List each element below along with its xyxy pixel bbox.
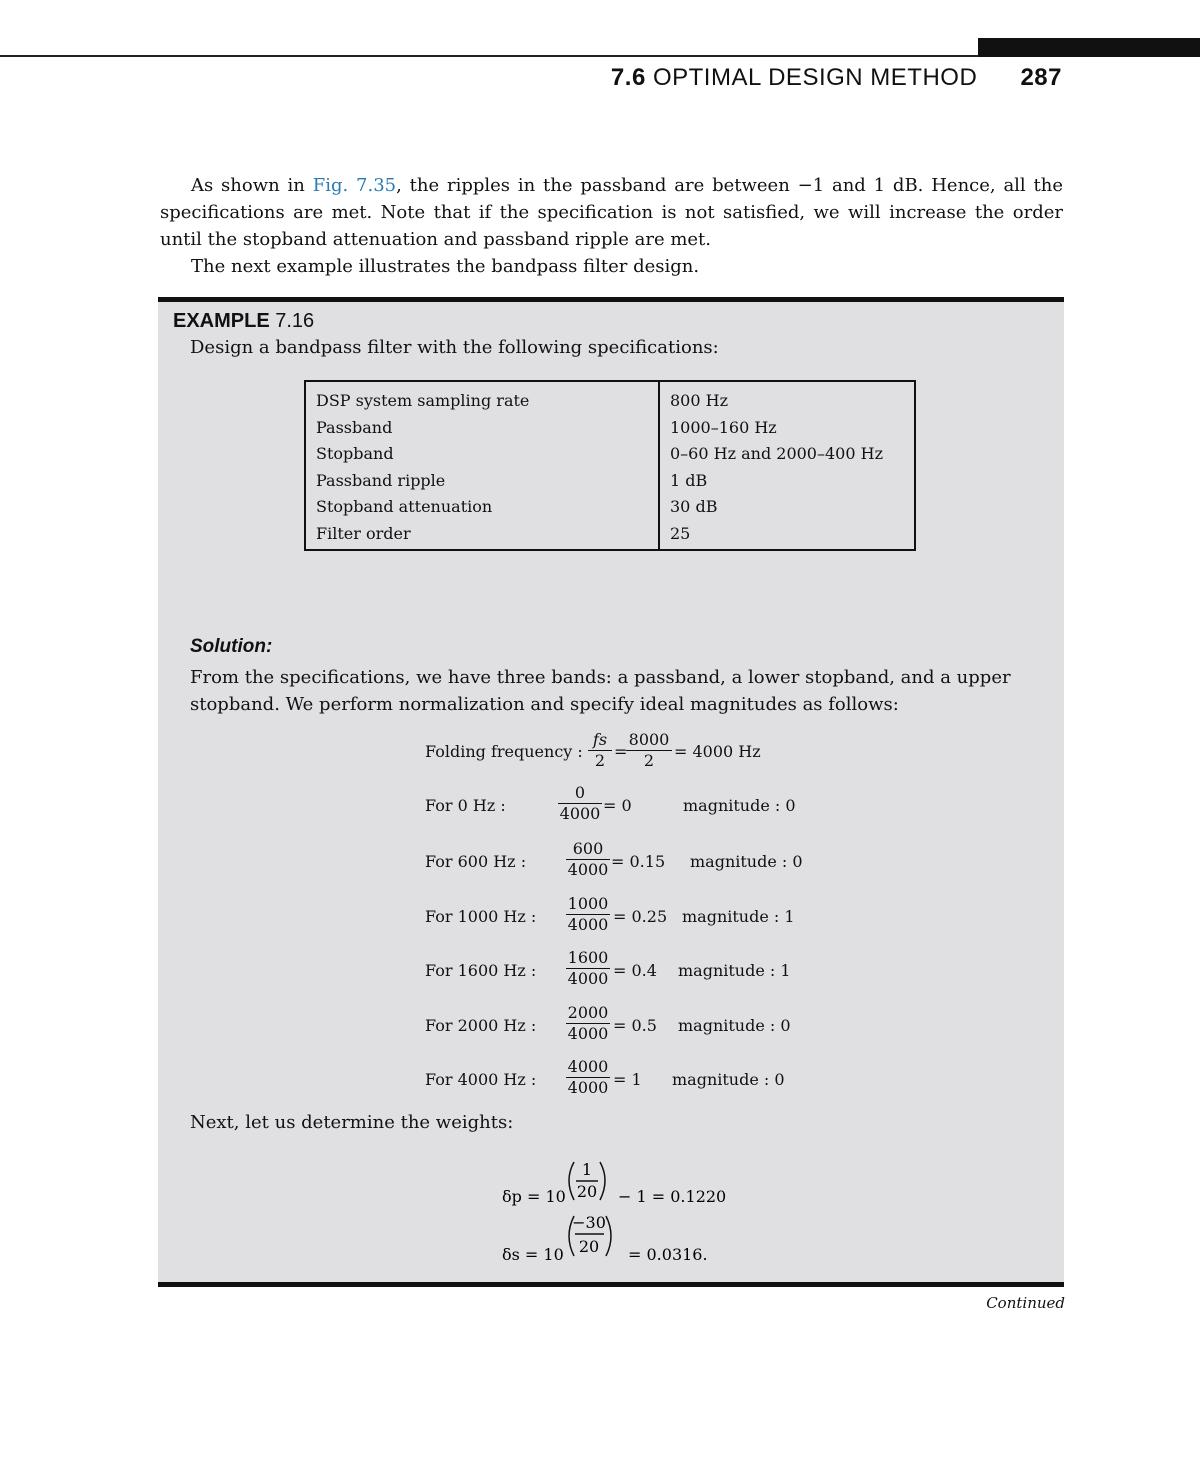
figure-link[interactable]: Fig. 7.35: [312, 175, 397, 196]
spec-parameter-column: [306, 382, 660, 549]
norm-result: = 0.25: [613, 907, 668, 926]
continued-label: Continued: [986, 1294, 1065, 1312]
spec-value-cell: 1 dB: [670, 470, 708, 490]
norm-numerator: 1000: [567, 894, 609, 913]
intro-p1-start: As shown in: [191, 175, 313, 196]
delta-s-rhs: = 0.0316.: [628, 1245, 708, 1264]
intro-p1-end: , the ripples in the passband are between −1 and 1 dB. Hence, all the specifications are met. Note that if the specification is not satisfied, we will increase the order until the stopband attenuation and passband ripple are met.: [160, 175, 1063, 250]
folding-frac-1-den: 2: [594, 751, 606, 770]
norm-fraction: [566, 895, 610, 934]
norm-numerator: 4000: [567, 1057, 609, 1076]
weights-equations: [490, 1148, 750, 1268]
paren-right: [606, 1216, 611, 1256]
intro-paragraph-1: [160, 172, 1063, 253]
spec-value-cell: 0–60 Hz and 2000–400 Hz: [670, 444, 883, 463]
intro-text: [160, 172, 1063, 280]
norm-magnitude: magnitude : 1: [678, 961, 791, 980]
header-bar: [978, 38, 1200, 57]
spec-param-cell: Filter order: [316, 523, 411, 543]
spec-table: [304, 380, 916, 551]
delta-s-lhs: δs = 10: [502, 1245, 564, 1264]
folding-frac-1-num: fs: [592, 730, 608, 749]
spec-value-cell: 1000–160 Hz: [670, 417, 777, 437]
section-title: OPTIMAL DESIGN METHOD: [652, 64, 978, 91]
norm-label: For 4000 Hz :: [425, 1070, 537, 1089]
norm-label: For 0 Hz :: [425, 796, 506, 815]
delta-s-exp-den: 20: [578, 1237, 600, 1256]
norm-denominator: 4000: [567, 969, 609, 988]
delta-p-exp-num: 1: [581, 1160, 593, 1179]
paren-left: [569, 1162, 574, 1200]
delta-p-lhs: δp = 10: [502, 1187, 566, 1206]
delta-p-equation: [502, 1160, 726, 1206]
norm-label: For 1000 Hz :: [425, 907, 537, 926]
norm-magnitude: magnitude : 1: [682, 907, 795, 926]
spec-param-cell: Passband ripple: [316, 470, 446, 490]
folding-frac-2-den: 2: [643, 751, 655, 770]
delta-s-exp-num: −30: [572, 1213, 606, 1232]
folding-result: = 4000 Hz: [674, 742, 761, 761]
example-intro: Design a bandpass filter with the following specifications:: [190, 337, 719, 358]
norm-numerator: 600: [572, 839, 604, 858]
intro-paragraph-2: The next example illustrates the bandpass filter design.: [191, 256, 700, 277]
norm-label: For 2000 Hz :: [425, 1016, 537, 1035]
spec-param-cell: Stopband: [316, 444, 394, 463]
norm-numerator: 1600: [567, 948, 609, 967]
norm-denominator: 4000: [567, 1078, 609, 1097]
folding-eq: =: [614, 742, 628, 761]
norm-fraction: [566, 1058, 610, 1097]
norm-result: = 0.5: [613, 1016, 657, 1035]
spec-value-cell: 25: [670, 523, 691, 543]
norm-fraction: [566, 949, 610, 988]
norm-numerator: 2000: [567, 1003, 609, 1022]
folding-frac-2: [626, 731, 672, 770]
norm-denominator: 4000: [567, 1024, 609, 1043]
spec-param-cell: DSP system sampling rate: [316, 391, 530, 410]
norm-denominator: 4000: [559, 804, 601, 823]
norm-magnitude: magnitude : 0: [690, 852, 803, 871]
section-number: 7.6: [610, 64, 646, 91]
spec-param-cell: Passband: [316, 417, 393, 437]
page-number: 287: [1020, 64, 1062, 91]
example-number: 7.16: [275, 310, 315, 332]
solution-text: From the specifications, we have three bands: a passband, a lower stopband, and a upper stopband. We perform normalization and specify ideal magnitudes as follows:: [190, 667, 1011, 715]
norm-numerator: 0: [574, 783, 586, 802]
spec-value-cell: 800 Hz: [670, 391, 729, 410]
norm-magnitude: magnitude : 0: [672, 1070, 785, 1089]
delta-p-rhs: − 1 = 0.1220: [618, 1187, 727, 1206]
spec-value-cell: 30 dB: [670, 497, 718, 516]
example-title: [173, 310, 314, 333]
folding-label: Folding frequency :: [425, 742, 583, 761]
folding-frac-2-num: 8000: [628, 730, 670, 749]
weights-intro: Next, let us determine the weights:: [190, 1112, 514, 1133]
running-header: [611, 64, 1062, 92]
spec-param-cell: Stopband attenuation: [316, 497, 493, 516]
spec-value-column: [660, 382, 914, 549]
norm-label: For 1600 Hz :: [425, 961, 537, 980]
norm-result: = 0: [603, 796, 632, 815]
norm-fraction: [558, 784, 602, 823]
norm-magnitude: magnitude : 0: [683, 796, 796, 815]
delta-p-exp-den: 20: [576, 1182, 598, 1201]
norm-result: = 0.15: [611, 852, 666, 871]
norm-magnitude: magnitude : 0: [678, 1016, 791, 1035]
paren-right: [600, 1162, 605, 1200]
norm-result: = 0.4: [613, 961, 657, 980]
norm-denominator: 4000: [567, 915, 609, 934]
norm-fraction: [566, 840, 610, 879]
folding-frac-1: [588, 731, 612, 770]
example-label: EXAMPLE: [173, 310, 270, 332]
header-rule: [0, 55, 978, 57]
norm-fraction: [566, 1004, 610, 1043]
solution-heading: Solution:: [190, 636, 273, 657]
norm-result: = 1: [613, 1070, 642, 1089]
norm-label: For 600 Hz :: [425, 852, 527, 871]
delta-s-equation: [502, 1213, 708, 1264]
norm-denominator: 4000: [567, 860, 609, 879]
